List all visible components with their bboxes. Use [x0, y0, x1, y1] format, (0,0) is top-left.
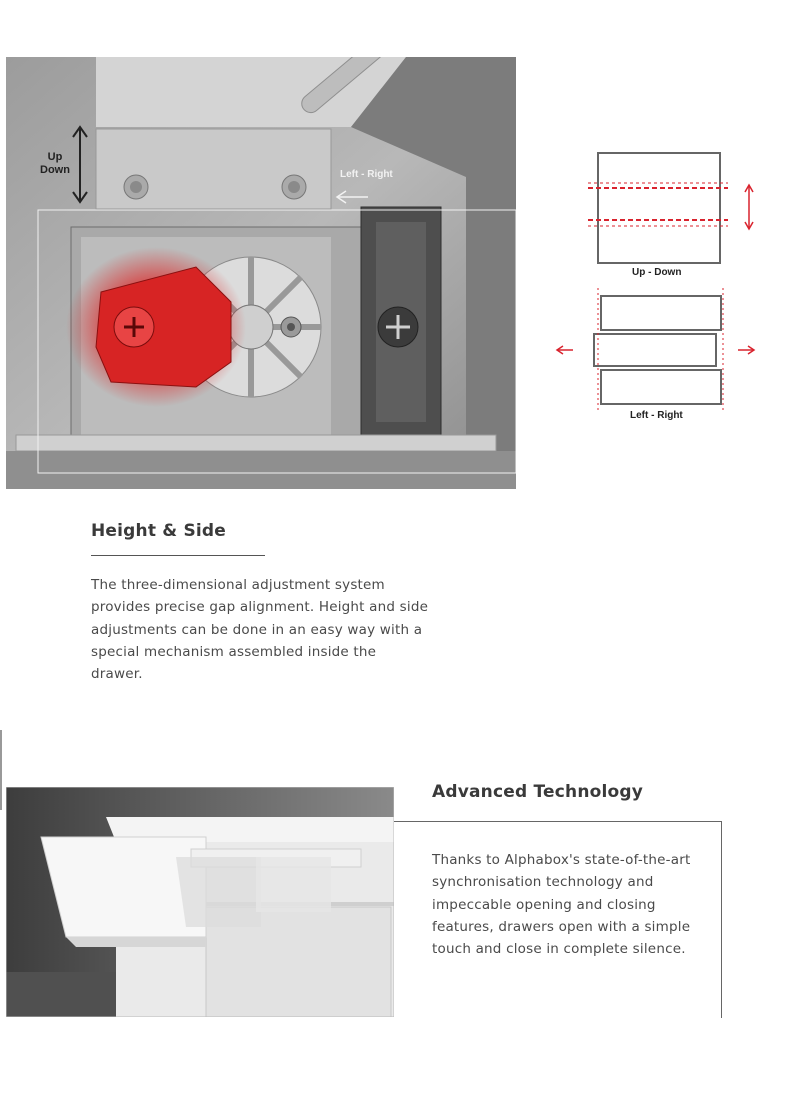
- up-label: Up: [47, 151, 63, 163]
- left-right-caption: Left - Right: [630, 410, 683, 421]
- up-down-caption: Up - Down: [632, 267, 682, 278]
- mechanism-photo: [6, 57, 516, 489]
- up-down-label: [38, 151, 72, 177]
- advanced-technology-title: Advanced Technology: [432, 782, 644, 802]
- advanced-technology-body: Thanks to Alphabox's state-of-the-art synchronisation technology and impeccable opening and closing features, drawers open with a simple touch and close in complete silence.: [432, 852, 691, 958]
- height-side-title: Height & Side: [91, 521, 227, 541]
- height-side-divider: [91, 555, 265, 556]
- advanced-side-rule: [721, 821, 722, 1018]
- advanced-top-rule: [394, 821, 722, 822]
- adjustment-diagram: [548, 148, 768, 428]
- left-right-label: Left - Right: [340, 169, 393, 180]
- edge-marker: [0, 730, 2, 810]
- drawer-photo: [6, 787, 394, 1017]
- height-side-body: The three-dimensional adjustment system provides precise gap alignment. Height and side adjustments can be done in an easy way with a special mechanism assembled inside the drawer.: [91, 577, 429, 683]
- down-label: Down: [40, 164, 70, 176]
